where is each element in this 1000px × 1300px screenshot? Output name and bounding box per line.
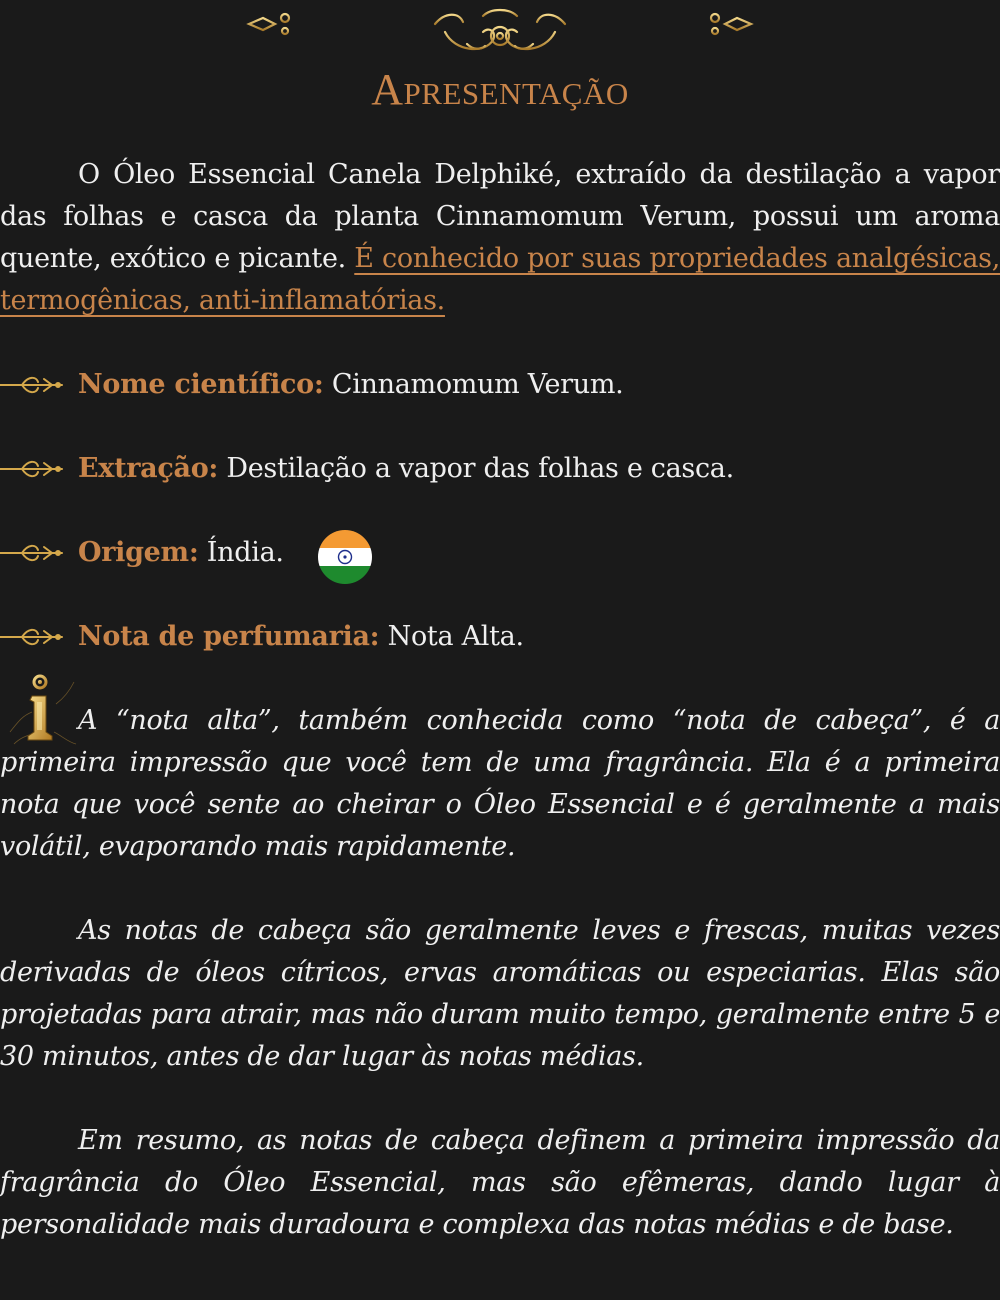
page-title: Apresentação [371,65,629,114]
note-paragraph-3: Em resumo, as notas de cabeça definem a primeira impressão da fragrância do Óleo Essencial, mas são efêmeras, dando lugar à personalidade mais duradoura e complexa das notas médias e de base. [0,1125,1000,1240]
fact-scientific-name [0,364,1000,406]
properties-link[interactable]: É conhecido por suas propriedades analgésicas, termogênicas, anti-inflamatórias. [0,243,1000,316]
note-paragraph-1: A “nota alta”, também conhecida como “nota de cabeça”, é a primeira impressão que você tem de uma fragrância. Ela é a primeira nota que você sente ao cheirar o Óleo Essencial e é geralmente a mais volátil, evaporando mais rapidamente. [0,705,1000,862]
arrow-bullet-icon [0,372,66,398]
arrow-bullet-icon [0,624,66,650]
fact-label: Extração: [78,453,219,484]
fact-extraction [0,448,1000,490]
fact-value: Índia. [206,537,284,568]
arrow-bullet-icon [0,456,66,482]
fact-value: Cinnamomum Verum. [331,369,624,400]
fact-value: Nota Alta. [387,621,524,652]
arrow-bullet-icon [0,540,66,566]
intro-text: O Óleo Essencial Canela Delphiké, extraído da destilação a vapor das folhas e casca da planta Cinnamomum Verum, possui um aroma quente, exótico e picante. [0,159,1000,274]
fact-perfumery-note [0,616,1000,658]
intro-paragraph [0,154,1000,322]
india-flag-icon [318,530,372,584]
ornament-divider-icon [245,4,755,56]
fact-label: Origem: [78,537,199,568]
note-paragraph-2: As notas de cabeça são geralmente leves e frescas, muitas vezes derivadas de óleos cítricos, ervas aromáticas ou especiarias. Elas são projetadas para atrair, mas não duram muito tempo, geralmente entre 5 e 30 minutos, antes de dar lugar às notas médias. [0,915,1000,1072]
fact-value: Destilação a vapor das folhas e casca. [226,453,734,484]
fact-label: Nota de perfumaria: [78,621,380,652]
fact-origin [0,532,1000,574]
fact-label: Nome científico: [78,369,324,400]
